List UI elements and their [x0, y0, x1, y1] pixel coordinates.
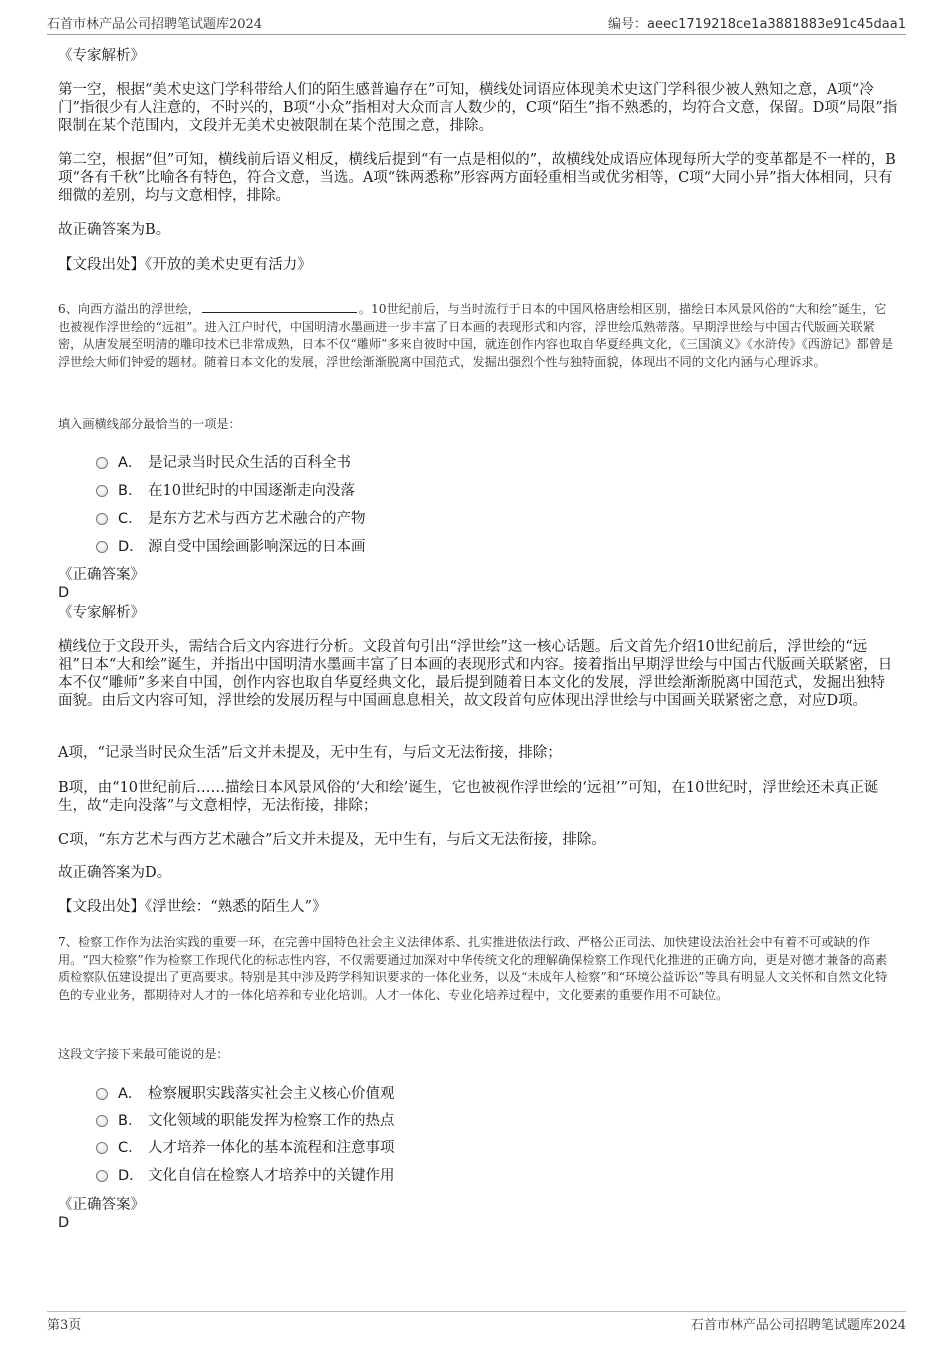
q5-expert-label: 《专家解析》: [58, 48, 145, 64]
q6-analysis-para-1: 横线位于文段开头，需结合后文内容进行分析。文段首句引出“浮世绘”这一核心话题。后文首先介绍10世纪前后，浮世绘的“远祖”日本“大和绘”诞生，并指出中国明清水墨画丰富了日本画的表现形式和内容。接着指出早期浮世绘与中国古代版画关联紧密，日本不仅“雕师”多来自中国，创作内容也取自华夏经典文化，最后提到随着日本文化的发展，浮世绘渐渐脱离中国范式，发掘出独特面貌。由后文内容可知，浮世绘的发展历程与中国画息息相关，故文段首句应体现出浮世绘与中国画关联紧密之意，对应D项。: [58, 639, 893, 709]
page-header: [47, 15, 906, 35]
q7-stem: 7、检察工作作为法治实践的重要一环，在完善中国特色社会主义法律体系、扎实推进依法行政、严格公正司法、加快建设法治社会中有着不可或缺的作用。“四大检察”作为检察工作现代化的标志性内容，不仅需要通过加深对中华传统文化的理解确保检察工作现代化推进的正确方向，更是对德才兼备的高素质检察队伍建设提出了更高要求。特别是其中涉及跨学科知识要求的一体化业务，以及“未成年人检察”和“环境公益诉讼”等具有明显人文关怀和自然文化特色的专业业务，都期待对人才的一体化培养和专业化培训。人才一体化、专业化培养过程中，文化要素的重要作用不可缺位。: [58, 935, 888, 1002]
q6-expert-label: 《专家解析》: [58, 605, 145, 621]
q7-answer-label: 《正确答案》: [58, 1197, 145, 1213]
q5-source: 【文段出处】《开放的美术史更有活力》: [58, 257, 312, 273]
q6-analysis-para-2: A项，“记录当时民众生活”后文并未提及，无中生有，与后文无法衔接，排除；: [58, 745, 562, 761]
q5-analysis-para-1: 第一空，根据“美术史这门学科带给人们的陌生感普遍存在”可知，横线处词语应体现美术史这门学科很少被人熟知之意，A项“冷门”指很少有人注意的，不时兴的，B项“小众”指相对大众而言人数少的，C项“陌生”指不熟悉的，均符合文意，保留。D项“局限”指限制在某个范围内，文段并无美术史被限制在某个范围之意，排除。: [58, 82, 898, 134]
header-title: 石首市林产品公司招聘笔试题库2024: [47, 17, 263, 32]
radio-icon[interactable]: [96, 541, 108, 553]
q6-fill-blank: [202, 301, 357, 313]
q6-answer: D: [58, 585, 70, 601]
q6-analysis-para-3: B项，由“10世纪前后……描绘日本风景风俗的‘大和绘’诞生，它也被视作浮世绘的‘远祖’”可知，在10世纪时，浮世绘还未真正诞生，故“走向没落”与文意相悖，无法衔接，排除；: [58, 780, 879, 814]
q6-option-b[interactable]: B． 在10世纪时的中国逐渐走向没落: [96, 478, 355, 500]
q6-option-a[interactable]: A． 是记录当时民众生活的百科全书: [96, 450, 351, 472]
q6-option-d[interactable]: D． 源自受中国绘画影响深远的日本画: [96, 534, 366, 556]
radio-icon[interactable]: [96, 485, 108, 497]
q6-conclusion: 故正确答案为D。: [58, 865, 172, 881]
page-footer: [47, 1311, 906, 1331]
q7-prompt: 这段文字接下来最可能说的是：: [58, 1047, 229, 1061]
q7-option-c[interactable]: C． 人才培养一体化的基本流程和注意事项: [96, 1135, 395, 1157]
q7-option-d[interactable]: D． 文化自信在检察人才培养中的关键作用: [96, 1163, 395, 1185]
footer-title: 石首市林产品公司招聘笔试题库2024: [690, 1318, 906, 1333]
radio-icon[interactable]: [96, 457, 108, 469]
q7-option-a[interactable]: A． 检察履职实践落实社会主义核心价值观: [96, 1081, 395, 1103]
q6-prompt: 填入画横线部分最恰当的一项是：: [58, 417, 241, 431]
radio-icon[interactable]: [96, 1170, 108, 1182]
radio-icon[interactable]: [96, 1142, 108, 1154]
q5-analysis-para-2: 第二空，根据“但”可知，横线前后语义相反，横线后提到“有一点是相似的”，故横线处成语应体现每所大学的变革都是不一样的，B项“各有千秋”比喻各有特色，符合文意，当选。A项“铢两悉称”形容两方面轻重相当或优劣相等，C项“大同小异”指大体相同，只有细微的差别，均与文意相悖，排除。: [58, 152, 896, 204]
document-id: 编号：aeec1719218ce1a3881883e91c45daa1: [608, 17, 906, 32]
q6-stem: [58, 301, 898, 371]
q7-option-b[interactable]: B． 文化领域的职能发挥为检察工作的热点: [96, 1108, 395, 1130]
q6-option-c[interactable]: C． 是东方艺术与西方艺术融合的产物: [96, 506, 366, 528]
q6-stem-start: 6、向西方溢出的浮世绘，: [58, 302, 200, 316]
radio-icon[interactable]: [96, 1088, 108, 1100]
q6-source: 【文段出处】《浮世绘：“熟悉的陌生人”》: [58, 899, 327, 915]
radio-icon[interactable]: [96, 1115, 108, 1127]
q6-answer-label: 《正确答案》: [58, 567, 145, 583]
q7-answer: D: [58, 1215, 70, 1231]
q5-conclusion: 故正确答案为B。: [58, 222, 171, 238]
q6-stem-rest: 。10世纪前后，与当时流行于日本的中国风格唐绘相区别，描绘日本风景风俗的“大和绘”诞生，它也被视作浮世绘的“远祖”。进入江户时代，中国明清水墨画进一步丰富了日本画的表现形式和内容，浮世绘瓜熟蒂落。早期浮世绘与中国古代版画关联紧密，从唐发展至明清的雕印技术已非常成熟，日本不仅“雕师”多来自彼时中国，就连创作内容也取自华夏经典文化，《三国演义》《水浒传》《西游记》都曾是浮世绘大师们钟爱的题材。随着日本文化的发展，浮世绘渐渐脱离中国范式，发掘出强烈个性与独特面貌，体现出不同的文化内涵与心理诉求。: [58, 302, 894, 369]
radio-icon[interactable]: [96, 513, 108, 525]
q6-analysis-para-4: C项，“东方艺术与西方艺术融合”后文并未提及，无中生有，与后文无法衔接，排除。: [58, 832, 606, 848]
page-number: 第3页: [47, 1318, 82, 1333]
